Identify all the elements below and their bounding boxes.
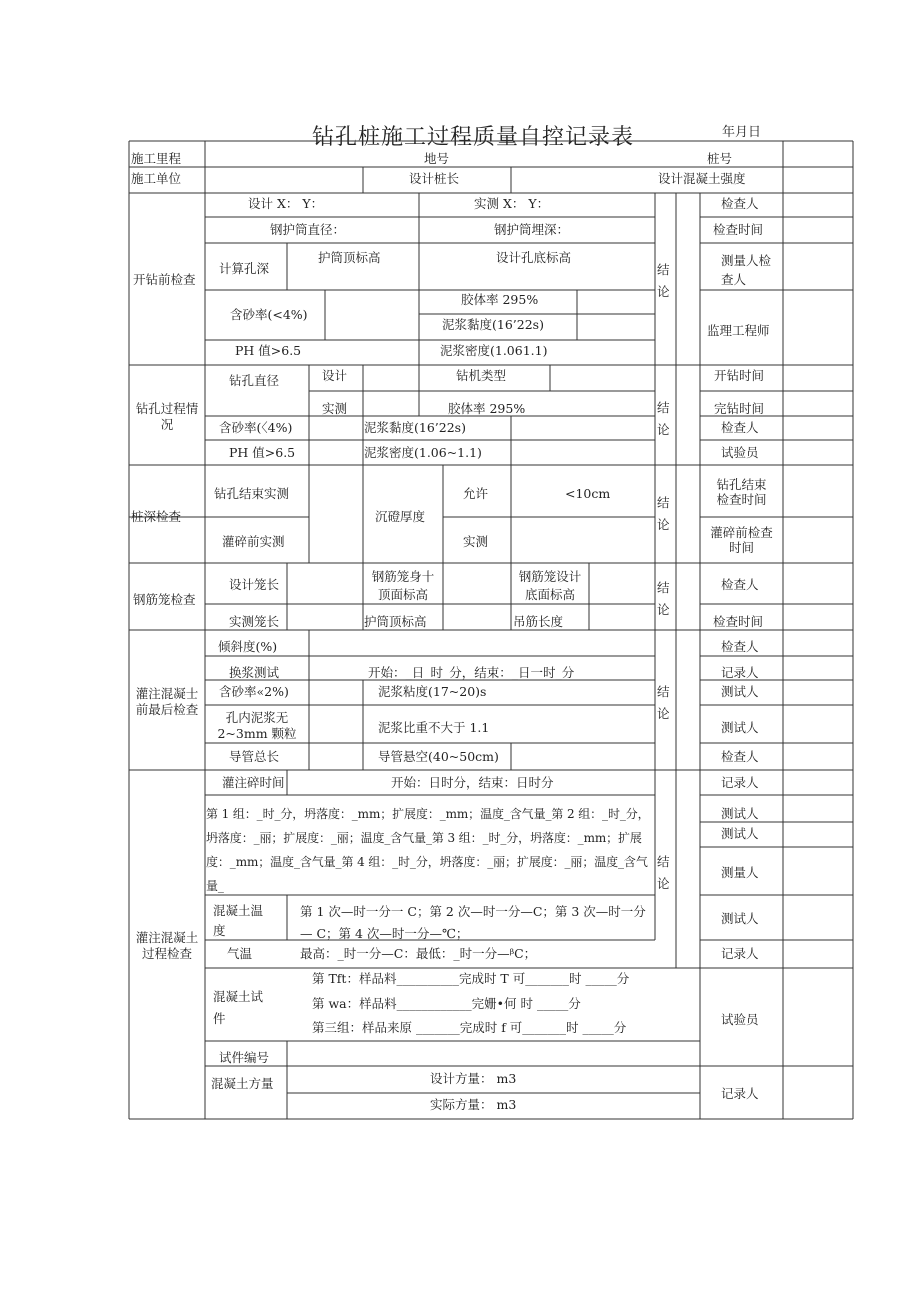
mileage-label: 施工里程 [131, 151, 182, 166]
no-particles: 孔内泥浆无 2~3mm 颗粒 [217, 710, 297, 741]
design-volume: 设计方量： m3 [430, 1071, 517, 1086]
tester-6b: 测试人 [721, 826, 759, 841]
tilt: 倾斜度(%) [218, 639, 278, 654]
hanger-length: 吊筋长度 [513, 614, 564, 629]
specific-gravity: 泥浆比重不大于 1.1 [378, 720, 490, 735]
recorder-6b: 记录人 [721, 946, 759, 961]
pour-time-value: 开始：日时分，结束：日时分 [391, 775, 554, 790]
end-measure: 钻孔结束实测 [214, 486, 290, 501]
pile-no-label: 桩号 [707, 151, 733, 166]
casing-depth: 钢护筒埋深： [494, 222, 570, 237]
date-label: 年月日 [722, 125, 762, 140]
specimen-group-1: 第 Tft：样品料__________完成时 T 可_______时 _____分 [312, 971, 630, 986]
hole-diameter: 钻孔直径 [229, 373, 280, 388]
specimen-group-2: 第 wa：样品料____________完姗•何 时 _____分 [312, 996, 581, 1011]
start-time: 开钻时间 [714, 368, 765, 383]
section-pour: 灌注混凝土 过程检查 [135, 930, 199, 961]
sediment: 沉磴厚度 [375, 509, 426, 524]
mud-viscosity-5: 泥浆粘度(17~20)s [378, 684, 487, 699]
ph-value: PH 值>6.5 [235, 343, 302, 358]
actual-label: 实测 [322, 401, 348, 416]
surveyor-6: 测量人 [721, 865, 759, 880]
before-pour: 灌碎前实测 [222, 534, 285, 549]
inspect-time-1: 检查时间 [713, 222, 764, 237]
tester-6c: 测试人 [721, 911, 759, 926]
section-cage: 钢筋笼检查 [133, 592, 196, 607]
design-xy: 设计 X： Y： [248, 196, 324, 211]
page-title: 钻孔桩施工过程质量自控记录表 [312, 125, 635, 150]
finish-time: 完钻时间 [714, 401, 765, 416]
group-records: 第 1 组：_时_分，坍落度：_mm；扩展度：_mm；温度_含气量_第 2 组：_时_分，坍落度：_丽；扩展度：_丽；温度_含气量_第 3 组：_时_分，坍落度：_mm；扩展度：_mm；温度_含气量_第 4 组：_时_分，坍落度：_丽；扩展度：_丽；温度_含气量_ [206, 807, 650, 893]
design-concrete-strength-label: 设计混凝土强度 [658, 171, 746, 186]
end-check-time: 钻孔结束 检查时间 [716, 477, 767, 507]
mud-viscosity: 泥浆黏度(16’22s) [442, 317, 544, 332]
design-length: 设计笼长 [229, 577, 280, 592]
conclusion-3: 结 论 [657, 495, 670, 532]
colloid-rate: 胶体率 295% [461, 292, 539, 307]
recorder-6c: 记录人 [721, 1086, 759, 1101]
inspector-4: 检查人 [721, 577, 759, 592]
mud-change: 换浆测试 [229, 665, 280, 680]
allow: 允许 [463, 486, 489, 501]
pipe-suspend: 导管悬空(40~50cm) [378, 749, 499, 764]
temp-records: 第 1 次—时一分一 C；第 2 次—时一分—C；第 3 次—时一分— C；第 4 次—时一分—℃； [300, 904, 646, 941]
sand-content: 含砂率(<4%) [230, 307, 308, 322]
section-pre-pour: 灌注混凝士 前最后检查 [135, 686, 199, 717]
supervisor: 监理工程师 [707, 323, 770, 338]
mud-change-time: 开始：_日_时_分，结束：_日一时_分 [368, 665, 575, 680]
colloid-rate-2: 胶体率 295% [448, 401, 526, 416]
casing-top-2: 护筒顶标高 [364, 614, 427, 629]
mud-viscosity-2: 泥浆黏度(16’22s) [364, 420, 466, 435]
inspector-5b: 检查人 [721, 749, 759, 764]
conclusion-1: 结 论 [657, 262, 670, 299]
section-pre-drill: 开钻前检查 [133, 272, 196, 287]
actual-xy: 实测 X： Y： [474, 196, 550, 211]
conclusion-4: 结 论 [657, 580, 670, 617]
design-pile-length-label: 设计桩长 [409, 171, 460, 186]
design-label: 设计 [322, 368, 348, 383]
concrete-temp: 混凝土温 度 [213, 903, 264, 938]
tester-5b: 测试人 [721, 720, 759, 735]
calc-depth: 计算孔深 [219, 261, 270, 276]
inspect-time-4: 检查时间 [713, 614, 764, 629]
section-pile-depth: 桩深检查 [131, 509, 182, 524]
rig-type: 钻机类型 [456, 368, 507, 383]
conclusion-5: 结 论 [657, 684, 670, 721]
cage-top: 钢筋笼身十 顶面标高 [371, 569, 435, 602]
before-pour-time: 灌碎前检查 时间 [710, 525, 773, 555]
tester-2: 试验员 [721, 445, 759, 460]
section-drilling: 钻孔过程情 况 [135, 401, 199, 432]
mud-density-2: 泥浆密度(1.06~1.1) [364, 445, 482, 460]
unit-label: 施工单位 [131, 171, 182, 186]
concrete-volume: 混凝土方量 [211, 1076, 274, 1091]
location-no-label: 地号 [424, 151, 450, 166]
cage-bottom: 钢筋笼设计 底面标高 [518, 569, 582, 602]
conclusion-6: 结 论 [657, 854, 670, 891]
design-hole-bottom: 设计孔底标高 [496, 250, 572, 265]
pipe-length: 导管总长 [229, 749, 280, 764]
recorder-6: 记录人 [721, 775, 759, 790]
allow-value: <10cm [565, 486, 611, 501]
recorder-5: 记录人 [721, 665, 759, 680]
mud-density: 泥浆密度(1.061.1) [440, 343, 548, 358]
specimen-no: 试件编号 [219, 1050, 270, 1065]
inspector-5: 检查人 [721, 639, 759, 654]
sand-content-5: 含砂率«2%) [219, 684, 289, 699]
inspector-2: 检查人 [721, 420, 759, 435]
inspector-1: 检查人 [721, 196, 759, 211]
conclusion-2: 结 论 [657, 400, 670, 437]
casing-top: 护筒顶标高 [318, 250, 381, 265]
surveyor-inspector: 测量人检 查人 [721, 253, 772, 287]
pour-time: 灌注碎时间 [222, 775, 285, 790]
actual-length: 实测笼长 [229, 614, 280, 629]
tester-5a: 测试人 [721, 684, 759, 699]
casing-diameter: 钢护筒直径： [270, 222, 346, 237]
sand-content-2: 含砂率(〈4%) [219, 420, 293, 435]
specimen-group-3: 第三组：样品来原 _______完成时 f 可_______时 _____分 [312, 1020, 627, 1035]
lab-tester: 试验员 [721, 1012, 759, 1027]
air-temp: 气温 [227, 946, 253, 961]
air-temp-records: 最高：_时一分—C：最低：_时一分—ᵝC； [300, 946, 537, 961]
tester-6a: 测试人 [721, 806, 759, 821]
actual-depth: 实测 [463, 534, 489, 549]
specimen: 混凝土试 件 [213, 989, 264, 1026]
actual-volume: 实际方量： m3 [430, 1097, 517, 1112]
ph-value-2: PH 值>6.5 [229, 445, 296, 460]
